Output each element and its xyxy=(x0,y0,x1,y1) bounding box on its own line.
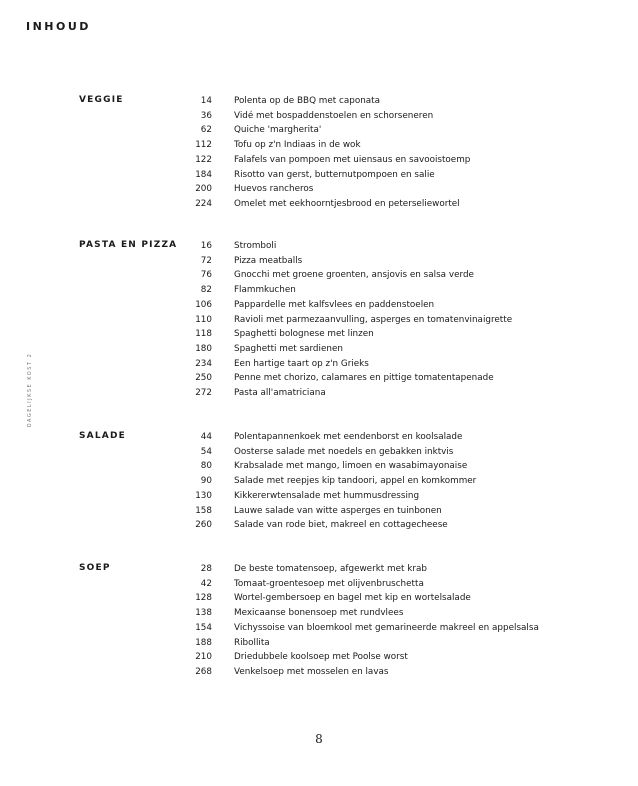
entry-page-number: 128 xyxy=(195,593,212,604)
toc-entry[interactable] xyxy=(0,578,638,593)
entry-page-number: 184 xyxy=(195,169,212,180)
entry-recipe-title: Tomaat-groentesoep met olijvenbruschetta xyxy=(234,578,424,589)
entry-recipe-title: Tofu op z'n Indiaas in de wok xyxy=(234,140,361,151)
entry-page-number: 210 xyxy=(195,652,212,663)
toc-entry[interactable] xyxy=(0,475,638,490)
toc-entry[interactable] xyxy=(0,240,638,255)
toc-entry[interactable] xyxy=(0,183,638,198)
entry-page-number: 200 xyxy=(195,184,212,195)
entry-recipe-title: Polenta op de BBQ met caponata xyxy=(234,96,381,106)
toc-entry[interactable] xyxy=(0,563,638,578)
entry-page-number: 90 xyxy=(200,476,212,487)
entry-page-number: 224 xyxy=(195,198,212,209)
entry-page-number: 44 xyxy=(200,432,212,442)
entry-recipe-title: Spaghetti met sardienen xyxy=(234,343,343,354)
entry-page-number: 260 xyxy=(195,520,212,531)
entry-page-number: 28 xyxy=(200,564,212,574)
entry-page-number: 82 xyxy=(200,285,212,296)
entry-recipe-title: Een hartige taart op z'n Grieks xyxy=(234,358,369,369)
toc-entry[interactable] xyxy=(0,460,638,475)
section-title: VEGGIE xyxy=(79,95,124,105)
entry-recipe-title: Krabsalade met mango, limoen en wasabimayonaise xyxy=(234,461,468,472)
entry-recipe-title: Pappardelle met kalfsvlees en paddenstoelen xyxy=(234,299,435,310)
entry-recipe-title: Quiche 'margherita' xyxy=(234,125,322,136)
entry-page-number: 62 xyxy=(200,125,212,136)
toc-entry[interactable] xyxy=(0,169,638,184)
entry-page-number: 112 xyxy=(195,140,212,151)
toc-entry[interactable] xyxy=(0,299,638,314)
entry-recipe-title: Huevos rancheros xyxy=(234,184,314,195)
entry-recipe-title: Salade van rode biet, makreel en cottagecheese xyxy=(234,520,448,531)
toc-entry[interactable] xyxy=(0,139,638,154)
toc-entry[interactable] xyxy=(0,490,638,505)
entry-recipe-title: Pasta all'amatriciana xyxy=(234,388,326,398)
page-header-title: INHOUD xyxy=(26,20,91,33)
entry-page-number: 76 xyxy=(200,270,212,281)
entry-recipe-title: Ribollita xyxy=(234,637,270,648)
toc-entry[interactable] xyxy=(0,124,638,139)
entry-page-number: 36 xyxy=(200,110,212,121)
entry-page-number: 42 xyxy=(200,578,212,589)
toc-entry[interactable] xyxy=(0,519,638,534)
entry-page-number: 122 xyxy=(195,154,212,165)
entry-page-number: 106 xyxy=(195,299,212,310)
entry-recipe-title: Ravioli met parmezaanvulling, asperges en tomatenvinaigrette xyxy=(234,314,513,325)
entry-page-number: 250 xyxy=(195,373,212,384)
entry-recipe-title: Gnocchi met groene groenten, ansjovis en salsa verde xyxy=(234,270,474,281)
entry-recipe-title: Wortel-gembersoep en bagel met kip en wortelsalade xyxy=(234,593,471,604)
entry-recipe-title: Mexicaanse bonensoep met rundvlees xyxy=(234,608,404,619)
entry-recipe-title: De beste tomatensoep, afgewerkt met krab xyxy=(234,564,427,574)
entry-page-number: 272 xyxy=(195,388,212,398)
entry-page-number: 268 xyxy=(195,666,212,677)
entry-page-number: 80 xyxy=(200,461,212,472)
entry-recipe-title: Lauwe salade van witte asperges en tuinbonen xyxy=(234,505,442,516)
entry-page-number: 14 xyxy=(200,96,212,106)
section-title: PASTA EN PIZZA xyxy=(79,240,178,250)
entry-recipe-title: Flammkuchen xyxy=(234,285,296,296)
toc-entry[interactable] xyxy=(0,372,638,387)
toc-entry[interactable] xyxy=(0,95,638,110)
toc-entry[interactable] xyxy=(0,651,638,666)
toc-entry[interactable] xyxy=(0,622,638,637)
entry-recipe-title: Oosterse salade met noedels en gebakken inktvis xyxy=(234,446,454,457)
entry-recipe-title: Polentapannenkoek met eendenborst en koolsalade xyxy=(234,432,463,442)
entry-page-number: 154 xyxy=(195,622,212,633)
toc-entry[interactable] xyxy=(0,314,638,329)
section-title: SALADE xyxy=(79,431,126,441)
entry-recipe-title: Vidé met bospaddenstoelen en schorseneren xyxy=(234,110,434,121)
toc-entry[interactable] xyxy=(0,505,638,520)
toc-entry[interactable] xyxy=(0,343,638,358)
toc-entry[interactable] xyxy=(0,637,638,652)
toc-entry[interactable] xyxy=(0,284,638,299)
toc-entry[interactable] xyxy=(0,358,638,373)
toc-entry[interactable] xyxy=(0,154,638,169)
entry-page-number: 54 xyxy=(200,446,212,457)
toc-entry[interactable] xyxy=(0,592,638,607)
toc-entry[interactable] xyxy=(0,198,638,213)
toc-entry[interactable] xyxy=(0,666,638,681)
toc-entry[interactable] xyxy=(0,431,638,446)
toc-entry[interactable] xyxy=(0,328,638,343)
entry-recipe-title: Spaghetti bolognese met linzen xyxy=(234,329,374,340)
entry-page-number: 16 xyxy=(200,241,212,251)
toc-entry[interactable] xyxy=(0,110,638,125)
toc-entry[interactable] xyxy=(0,607,638,622)
page-number: 8 xyxy=(315,732,323,746)
entry-page-number: 158 xyxy=(195,505,212,516)
entry-page-number: 234 xyxy=(195,358,212,369)
toc-entry[interactable] xyxy=(0,269,638,284)
entry-recipe-title: Kikkererwtensalade met hummusdressing xyxy=(234,490,420,501)
entry-page-number: 138 xyxy=(195,608,212,619)
entry-page-number: 130 xyxy=(195,490,212,501)
toc-entry[interactable] xyxy=(0,255,638,270)
entry-page-number: 118 xyxy=(195,329,212,340)
entry-recipe-title: Venkelsoep met mosselen en lavas xyxy=(234,666,389,677)
entry-page-number: 188 xyxy=(195,637,212,648)
entry-page-number: 72 xyxy=(200,255,212,266)
entry-recipe-title: Falafels van pompoen met uiensaus en savooistoemp xyxy=(234,154,471,165)
entry-recipe-title: Pizza meatballs xyxy=(234,255,303,266)
entry-recipe-title: Driedubbele koolsoep met Poolse worst xyxy=(234,652,408,663)
entry-recipe-title: Risotto van gerst, butternutpompoen en salie xyxy=(234,169,435,180)
entry-recipe-title: Penne met chorizo, calamares en pittige tomatentapenade xyxy=(234,373,494,384)
entry-page-number: 110 xyxy=(195,314,212,325)
entry-recipe-title: Vichyssoise van bloemkool met gemarineerde makreel en appelsalsa xyxy=(234,622,539,633)
entry-recipe-title: Stromboli xyxy=(234,241,277,251)
toc-entry[interactable] xyxy=(0,387,638,402)
entry-recipe-title: Salade met reepjes kip tandoori, appel en komkommer xyxy=(234,476,477,487)
toc-entry[interactable] xyxy=(0,446,638,461)
entry-recipe-title: Omelet met eekhoorntjesbrood en peterseliewortel xyxy=(234,198,460,209)
running-side-label: DAGELIJKSE KOST 2 xyxy=(27,352,33,428)
section-title: SOEP xyxy=(79,563,111,573)
entry-page-number: 180 xyxy=(195,343,212,354)
